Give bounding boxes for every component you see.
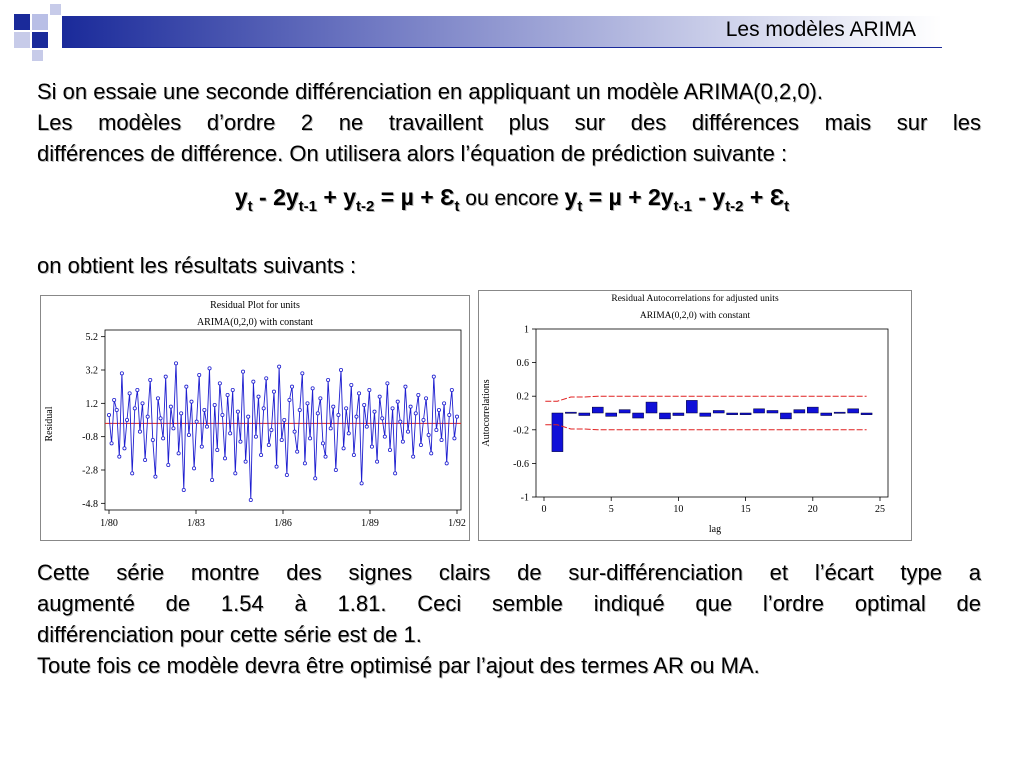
x-tick-label: 1/89 (361, 518, 379, 529)
residual-point (432, 375, 435, 378)
intro-line-3: différences de différence. On utilisera alors l’équation de prédiction suivante : (37, 141, 788, 166)
header-underline (62, 47, 942, 48)
residual-point (422, 418, 425, 421)
eq-part: y (564, 184, 578, 210)
autocorrelation-bar (740, 413, 751, 415)
residual-point (136, 388, 139, 391)
residual-point (190, 400, 193, 403)
x-tick-label: 20 (807, 504, 818, 515)
residual-point (239, 440, 242, 443)
residual-point (401, 440, 404, 443)
slide-title: Les modèles ARIMA (725, 18, 916, 41)
eq-part: y (234, 184, 248, 210)
residual-point (288, 398, 291, 401)
residual-point (316, 412, 319, 415)
residual-point (120, 372, 123, 375)
residual-point (424, 397, 427, 400)
eq-part: - y (691, 184, 726, 210)
residual-point (383, 435, 386, 438)
residual-point (272, 390, 275, 393)
residual-point (396, 400, 399, 403)
residual-point (185, 385, 188, 388)
residual-point (314, 477, 317, 480)
residual-point (435, 428, 438, 431)
chart-subtitle: ARIMA(0,2,0) with constant (639, 311, 751, 321)
y-tick-label: -1 (520, 492, 529, 504)
residual-point (254, 435, 257, 438)
residual-point (301, 372, 304, 375)
residual-point (347, 432, 350, 435)
x-tick-label: 5 (608, 504, 614, 515)
residual-point (236, 410, 239, 413)
residual-point (296, 450, 299, 453)
y-tick-label: 5.2 (85, 332, 98, 344)
residual-point (368, 388, 371, 391)
intro-line-2: Les modèles d’ordre 2 ne travaillent plus sur des différences mais sur les (37, 110, 981, 135)
residual-point (373, 410, 376, 413)
residual-point (399, 420, 402, 423)
residual-plot-chart (40, 295, 470, 541)
residual-point (234, 472, 237, 475)
conclusion-line-2: augmenté de 1.54 à 1.81. Ceci semble indiqué que l’ordre optimal de (37, 591, 981, 616)
x-tick-label: 0 (541, 504, 547, 515)
lower-limit-line (545, 425, 866, 430)
y-axis-label: Autocorrelations (481, 379, 492, 447)
residual-point (453, 437, 456, 440)
residual-point (370, 445, 373, 448)
residual-point (283, 418, 286, 421)
eq-part: + y (317, 184, 357, 210)
residual-point (329, 427, 332, 430)
residual-point (208, 367, 211, 370)
residual-point (278, 365, 281, 368)
conclusion-line-4: Toute fois ce modèle devra être optimisé par l’ajout des termes AR ou MA. (37, 653, 760, 678)
residual-point (270, 428, 273, 431)
residual-point (180, 412, 183, 415)
x-tick-label: 10 (673, 504, 684, 515)
residual-point (298, 408, 301, 411)
prediction-equation (0, 184, 1024, 215)
residual-point (115, 408, 118, 411)
autocorrelation-bar (673, 413, 684, 416)
eq-part: = µ + 2y (582, 184, 674, 210)
residual-point (174, 362, 177, 365)
eq-sub: t (784, 198, 790, 215)
eq-sub: t (577, 198, 583, 215)
autocorrelation-bar (727, 413, 738, 415)
residual-point (182, 488, 185, 491)
residual-point (321, 442, 324, 445)
residual-point (146, 415, 149, 418)
autocorrelation-bar (619, 410, 630, 413)
residual-point (404, 385, 407, 388)
y-tick-label: 0.6 (516, 358, 529, 370)
residual-point (149, 378, 152, 381)
autocorrelation-bar (565, 412, 576, 413)
y-tick-label: -4.8 (82, 498, 98, 510)
residual-point (440, 438, 443, 441)
residual-point (169, 405, 172, 408)
corner-square (32, 32, 48, 48)
autocorrelation-bar (686, 400, 697, 413)
eq-sub: t-2 (725, 198, 744, 215)
autocorrelation-bar (713, 410, 724, 413)
eq-part: = µ + Ɛ (374, 184, 455, 210)
residual-point (159, 417, 162, 420)
residual-point (324, 455, 327, 458)
autocorrelation-bar (646, 402, 657, 413)
residual-point (131, 472, 134, 475)
residual-point (226, 393, 229, 396)
residual-point (363, 403, 366, 406)
residual-point (394, 472, 397, 475)
residual-point (417, 393, 420, 396)
residual-point (267, 443, 270, 446)
residual-point (339, 368, 342, 371)
residual-point (450, 388, 453, 391)
residual-point (455, 415, 458, 418)
residual-point (337, 413, 340, 416)
x-tick-label: 1/86 (274, 518, 292, 529)
residual-point (198, 373, 201, 376)
residual-point (409, 405, 412, 408)
y-axis-label: Residual (44, 406, 55, 442)
residual-point (218, 382, 221, 385)
y-tick-label: -0.2 (513, 425, 529, 437)
residual-point (156, 397, 159, 400)
residual-point (386, 382, 389, 385)
residual-point (350, 383, 353, 386)
residual-point (414, 412, 417, 415)
residual-point (319, 397, 322, 400)
corner-square (14, 32, 30, 48)
eq-part: + Ɛ (743, 184, 785, 210)
residual-point (265, 377, 268, 380)
residual-point (259, 453, 262, 456)
results-intro: on obtient les résultats suivants : (37, 253, 357, 278)
residual-point (213, 403, 216, 406)
residual-point (252, 380, 255, 383)
autocorrelation-bar (834, 412, 845, 413)
residual-point (187, 433, 190, 436)
autocorrelation-svg (479, 291, 911, 540)
residual-point (355, 415, 358, 418)
residual-point (285, 473, 288, 476)
residual-point (342, 447, 345, 450)
residual-point (352, 453, 355, 456)
eq-sub: t-1 (298, 198, 318, 215)
residual-point (381, 417, 384, 420)
autocorrelation-bar (552, 413, 563, 452)
residual-point (151, 438, 154, 441)
chart-title: Residual Plot for units (210, 300, 300, 311)
residual-point (162, 437, 165, 440)
y-tick-label: 1 (524, 324, 529, 336)
residual-point (334, 468, 337, 471)
residual-point (332, 405, 335, 408)
residual-point (365, 425, 368, 428)
eq-part: - 2y (252, 184, 299, 210)
conclusion-line-1: Cette série montre des signes clairs de sur-différenciation et l’écart type a (37, 560, 981, 585)
y-tick-label: -0.8 (82, 432, 98, 444)
chart-title: Residual Autocorrelations for adjusted units (611, 294, 779, 304)
residual-point (427, 433, 430, 436)
autocorrelation-bar (848, 409, 859, 413)
residual-point (154, 475, 157, 478)
residual-point (360, 482, 363, 485)
residual-point (412, 455, 415, 458)
residual-point (244, 460, 247, 463)
eq-connector: ou encore (459, 187, 565, 210)
x-tick-label: 1/80 (100, 518, 118, 529)
residual-point (231, 388, 234, 391)
residual-point (200, 445, 203, 448)
eq-sub: t (454, 198, 460, 215)
residual-point (113, 398, 116, 401)
residual-point (437, 408, 440, 411)
residual-point (123, 447, 126, 450)
residual-point (110, 442, 113, 445)
autocorrelation-chart (478, 290, 912, 541)
upper-limit-line (545, 396, 866, 401)
residual-point (290, 385, 293, 388)
autocorrelation-bar (659, 413, 670, 419)
residual-point (419, 443, 422, 446)
eq-sub: t (247, 198, 253, 215)
residual-point (249, 498, 252, 501)
y-tick-label: 3.2 (85, 365, 98, 377)
eq-sub: t-1 (673, 198, 692, 215)
residual-point (143, 458, 146, 461)
residual-point (216, 448, 219, 451)
residual-point (357, 392, 360, 395)
autocorrelation-bar (606, 413, 617, 416)
residual-point (262, 407, 265, 410)
residual-point (391, 407, 394, 410)
y-tick-label: -2.8 (82, 465, 98, 477)
residual-point (388, 448, 391, 451)
residual-point (221, 413, 224, 416)
autocorrelation-bar (807, 407, 818, 413)
residual-point (303, 462, 306, 465)
corner-square (14, 14, 30, 30)
y-tick-label: 0.2 (516, 391, 529, 403)
autocorrelation-bar (633, 413, 644, 418)
residual-point (211, 478, 214, 481)
x-axis-label: lag (708, 524, 722, 535)
residual-point (167, 463, 170, 466)
residual-point (125, 418, 128, 421)
residual-point (247, 415, 250, 418)
residual-point (118, 455, 121, 458)
residual-point (229, 432, 232, 435)
autocorrelation-bar (821, 413, 832, 416)
residual-point (257, 395, 260, 398)
autocorrelation-bar (794, 410, 805, 413)
residual-series-line (109, 363, 457, 500)
autocorrelation-bar (700, 413, 711, 416)
autocorrelation-bar (579, 413, 590, 416)
autocorrelation-bar (754, 409, 765, 413)
x-tick-label: 15 (740, 504, 751, 515)
conclusion-line-3: différenciation pour cette série est de 1. (37, 622, 422, 647)
autocorrelation-bar (780, 413, 791, 419)
residual-point (308, 437, 311, 440)
y-tick-label: 1.2 (85, 398, 98, 410)
residual-point (141, 402, 144, 405)
residual-point (445, 462, 448, 465)
autocorrelation-bar (592, 407, 603, 413)
corner-square (32, 50, 43, 61)
residual-point (448, 413, 451, 416)
residual-point (406, 430, 409, 433)
residual-point (306, 402, 309, 405)
residual-point (172, 427, 175, 430)
residual-point (378, 395, 381, 398)
residual-plot-svg (41, 296, 469, 540)
residual-point (241, 370, 244, 373)
residual-point (177, 452, 180, 455)
residual-point (203, 408, 206, 411)
x-tick-label: 1/83 (187, 518, 205, 529)
autocorrelation-bar (861, 413, 872, 415)
corner-square (32, 14, 48, 30)
corner-square (50, 4, 61, 15)
residual-point (133, 407, 136, 410)
residual-point (138, 430, 141, 433)
x-tick-label: 25 (875, 504, 885, 515)
residual-point (375, 460, 378, 463)
residual-point (128, 392, 131, 395)
x-tick-label: 1/92 (448, 518, 466, 529)
autocorrelation-bar (767, 410, 778, 413)
residual-point (327, 378, 330, 381)
residual-point (192, 467, 195, 470)
residual-point (164, 375, 167, 378)
residual-point (195, 420, 198, 423)
residual-point (280, 438, 283, 441)
residual-point (205, 425, 208, 428)
residual-point (107, 413, 110, 416)
eq-sub: t-2 (356, 198, 375, 215)
residual-point (430, 452, 433, 455)
residual-point (293, 430, 296, 433)
y-tick-label: -0.6 (513, 458, 529, 470)
residual-point (443, 402, 446, 405)
chart-subtitle: ARIMA(0,2,0) with constant (196, 317, 314, 328)
residual-point (345, 407, 348, 410)
residual-point (275, 465, 278, 468)
residual-point (223, 457, 226, 460)
intro-line-1: Si on essaie une seconde différenciation en appliquant un modèle ARIMA(0,2,0). (37, 79, 823, 104)
residual-point (311, 387, 314, 390)
